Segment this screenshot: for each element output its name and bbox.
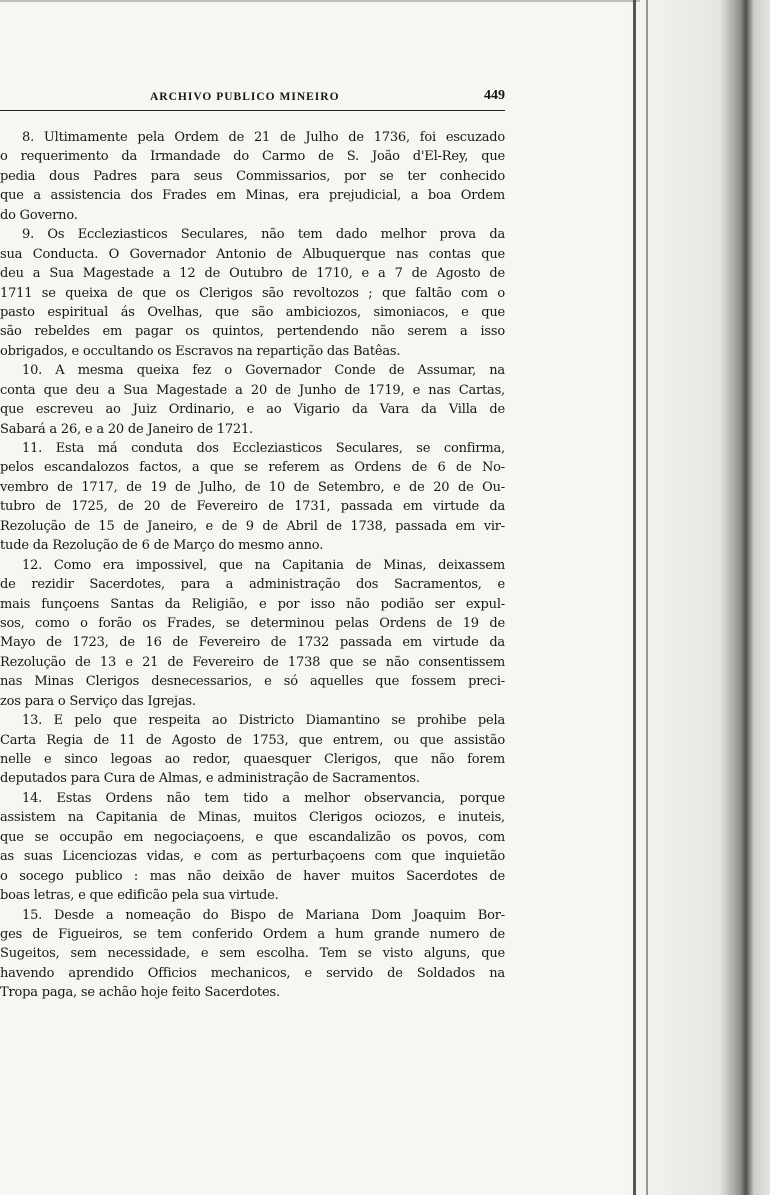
text-line: ges de Figueiros, se tem conferido Ordem a hum grande numero de [0, 926, 505, 942]
text-line: 1711 se queixa de que os Clerigos são revoltozos ; que faltão com o [0, 285, 505, 301]
top-edge-line [0, 0, 640, 2]
text-line: 9. Os Eccleziasticos Seculares, não tem dado melhor prova da [22, 227, 505, 243]
text-line: pelos escandalozos factos, a que se referem as Ordens de 6 de No- [0, 460, 505, 476]
text-line: que a assistencia dos Frades em Minas, era prejudicial, a boa Ordem [0, 188, 505, 204]
text-line: que escreveu ao Juiz Ordinario, e ao Vigario da Vara da Villa de [0, 402, 505, 418]
text-line: Carta Regia de 11 de Agosto de 1753, que entrem, ou que assistão [0, 732, 505, 748]
running-head [0, 88, 505, 108]
text-line: Sugeitos, sem necessidade, e sem escolha. Tem se visto alguns, que [0, 946, 505, 962]
journal-title: ARCHIVO PUBLICO MINEIRO [150, 91, 340, 103]
text-line: de rezidir Sacerdotes, para a administração dos Sacramentos, e [0, 577, 505, 593]
header-rule [0, 110, 505, 111]
text-line: conta que deu a Sua Magestade a 20 de Junho de 1719, e nas Cartas, [0, 382, 505, 398]
text-line: 13. E pelo que respeita ao Districto Diamantino se prohibe pela [22, 713, 505, 729]
text-line: as suas Licenciozas vidas, e com as perturbaçoens com que inquietão [0, 849, 505, 865]
text-line: tubro de 1725, de 20 de Fevereiro de 1731, passada em virtude da [0, 499, 505, 515]
text-line: são rebeldes em pagar os quintos, pertendendo não serem a isso [0, 324, 505, 340]
body-text [0, 128, 505, 1003]
text-line: boas letras, e que edificão pela sua virtude. [0, 888, 279, 904]
text-line: sos, como o forão os Frades, se determinou pelas Ordens de 19 de [0, 615, 505, 631]
text-line: sua Conducta. O Governador Antonio de Albuquerque nas contas que [0, 246, 505, 262]
text-line: 15. Desde a nomeação do Bispo de Mariana Dom Joaquim Bor- [22, 907, 505, 923]
text-line: que se occupão em negociaçoens, e que escandalizão os povos, com [0, 829, 505, 845]
binding-edge-line [633, 0, 636, 1195]
text-line: 12. Como era impossivel, que na Capitania de Minas, deixassem [22, 557, 505, 573]
text-line: nelle e sinco legoas ao redor, quaesquer Clerigos, que não forem [0, 752, 505, 767]
text-line: nas Minas Clerigos desnecessarios, e só aquelles que fossem preci- [0, 674, 505, 690]
text-line: Tropa paga, se achão hoje feito Sacerdotes. [0, 985, 280, 1001]
text-line: deu a Sua Magestade a 12 de Outubro de 1710, e a 7 de Agosto de [0, 266, 505, 282]
text-line: vembro de 1717, de 19 de Julho, de 10 de Setembro, e de 20 de Ou- [0, 479, 505, 495]
text-line: Mayo de 1723, de 16 de Fevereiro de 1732 passada em virtude da [0, 635, 505, 651]
text-line: Sabará a 26, e a 20 de Janeiro de 1721. [0, 421, 253, 437]
text-line: Rezolução de 15 de Janeiro, e de 9 de Abril de 1738, passada em vir- [0, 518, 505, 534]
text-line: mais funçoens Santas da Religião, e por isso não podião ser expul- [0, 596, 505, 612]
text-line: Rezolução de 13 e 21 de Fevereiro de 1738 que se não consentissem [0, 654, 505, 670]
text-line: obrigados, e occultando os Escravos na repartição das Batêas. [0, 343, 401, 359]
binding-edge-line-2 [646, 0, 648, 1195]
text-line: 11. Esta má conduta dos Eccleziasticos Seculares, se confirma, [22, 441, 505, 456]
text-line: 14. Estas Ordens não tem tido a melhor observancia, porque [22, 790, 505, 806]
text-line: o requerimento da Irmandade do Carmo de S. João d'El-Rey, que [0, 149, 505, 165]
text-line: 8. Ultimamente pela Ordem de 21 de Julho de 1736, foi escuzado [22, 130, 505, 145]
text-line: zos para o Serviço das Igrejas. [0, 693, 196, 709]
text-line: do Governo. [0, 207, 78, 223]
text-line: assistem na Capitania de Minas, muitos Clerigos ociozos, e inuteis, [0, 810, 505, 826]
text-line: pedia dous Padres para seus Commissarios, por se ter conhecido [0, 168, 505, 184]
text-line: 10. A mesma queixa fez o Governador Conde de Assumar, na [22, 363, 505, 379]
page-number: 449 [484, 88, 505, 103]
binding-shadow [620, 0, 770, 1195]
text-line: havendo aprendido Officios mechanicos, e servido de Soldados na [0, 965, 505, 981]
text-line: deputados para Cura de Almas, e administração de Sacramentos. [0, 771, 420, 787]
text-line: tude da Rezolução de 6 de Março do mesmo anno. [0, 538, 324, 554]
text-line: o socego publico : mas não deixão de haver muitos Sacerdotes de [0, 868, 505, 884]
text-line: pasto espiritual ás Ovelhas, que são ambiciozos, simoniacos, e que [0, 304, 505, 320]
